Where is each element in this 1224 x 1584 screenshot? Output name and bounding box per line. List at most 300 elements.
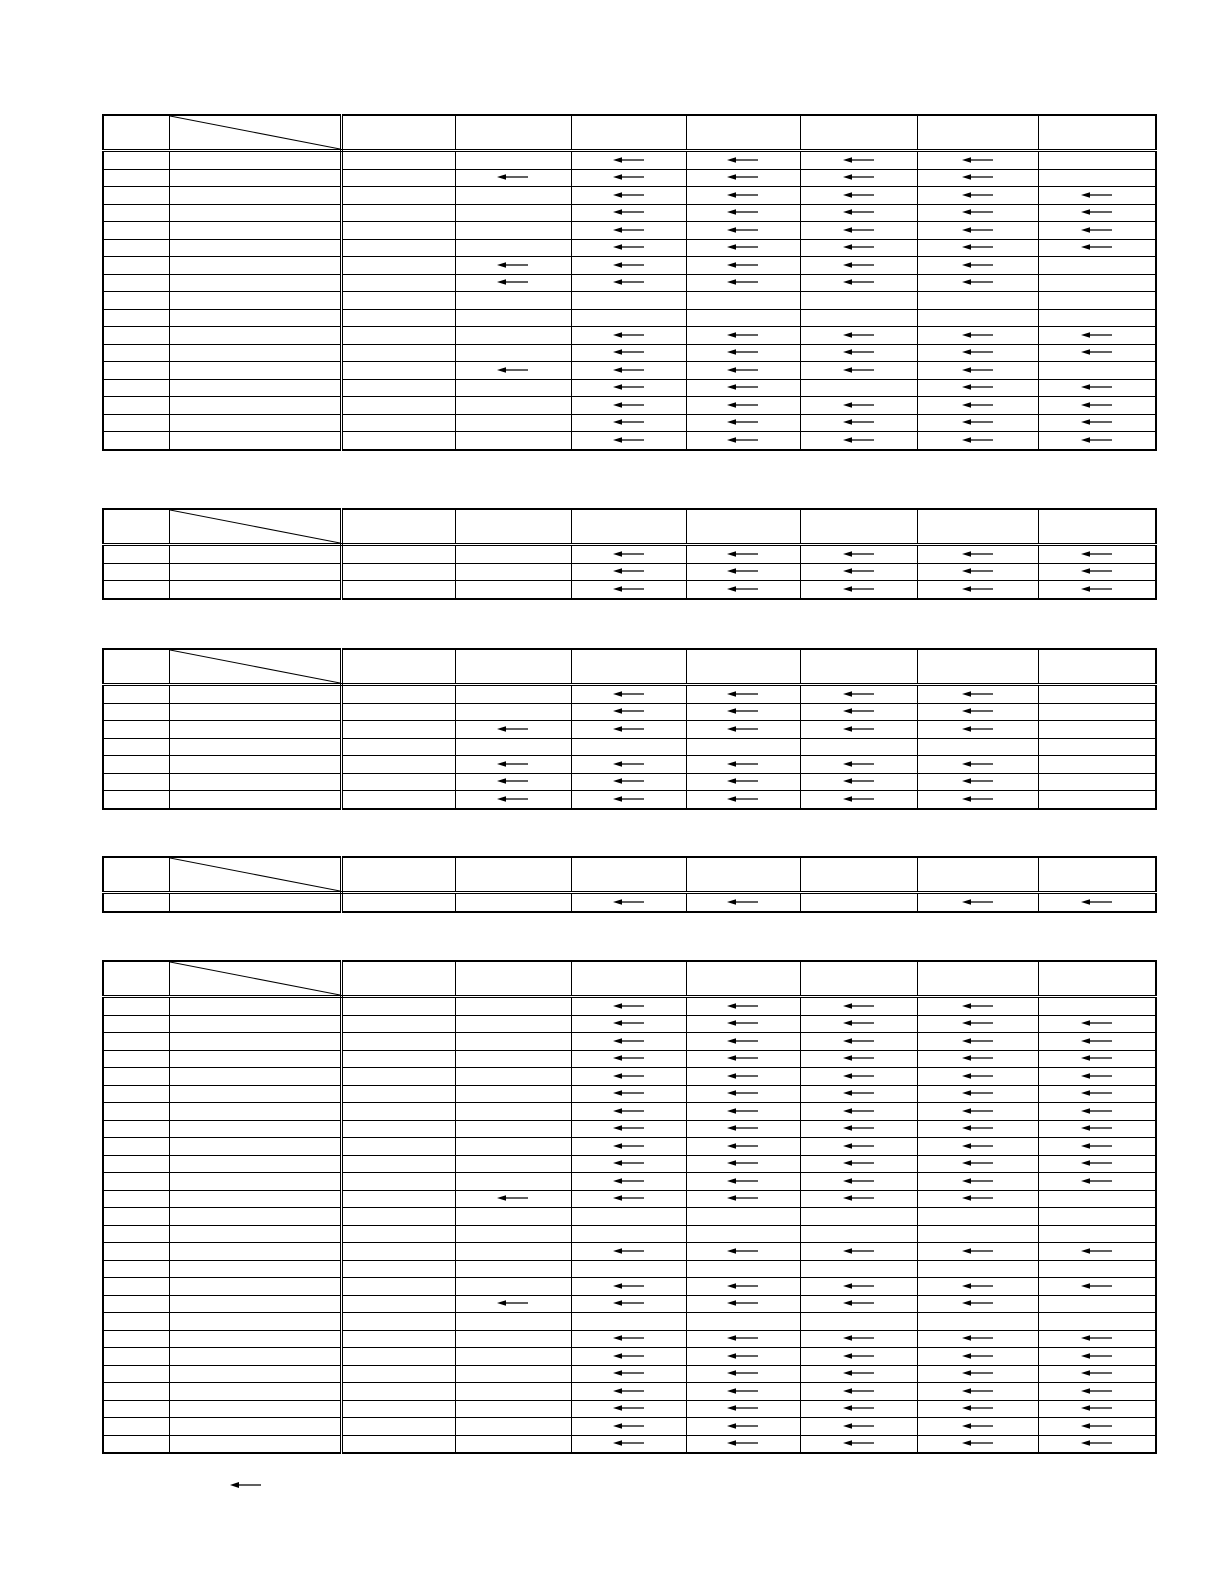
cell (1038, 309, 1156, 327)
table-row (103, 1225, 1156, 1243)
left-arrow-icon (613, 173, 645, 181)
cell-arrow (686, 703, 800, 721)
cell-arrow (917, 1383, 1038, 1401)
table-row (103, 239, 1156, 257)
left-arrow-icon (843, 690, 875, 698)
header-cell (571, 961, 686, 997)
cell (169, 1418, 341, 1436)
cell-arrow (686, 274, 800, 292)
cell-arrow (917, 997, 1038, 1016)
table-row (103, 169, 1156, 187)
cell (571, 1208, 686, 1226)
cell (455, 997, 571, 1016)
left-arrow-icon (1081, 331, 1113, 339)
left-arrow-icon (962, 1037, 994, 1045)
cell-arrow (800, 187, 917, 205)
left-arrow-icon (497, 795, 529, 803)
cell (169, 414, 341, 432)
cell (341, 1365, 455, 1383)
left-arrow-icon (843, 156, 875, 164)
table-row (103, 204, 1156, 222)
cell (169, 1173, 341, 1191)
cell (103, 169, 169, 187)
left-arrow-icon (727, 760, 759, 768)
left-arrow-icon (962, 1124, 994, 1132)
cell (455, 738, 571, 756)
cell (341, 1225, 455, 1243)
left-arrow-icon (613, 1177, 645, 1185)
left-arrow-icon (613, 550, 645, 558)
cell-arrow (800, 1365, 917, 1383)
cell (103, 581, 169, 599)
cell (103, 414, 169, 432)
left-arrow-icon (727, 1177, 759, 1185)
cell-arrow (800, 204, 917, 222)
cell-arrow (800, 1103, 917, 1121)
cell-arrow (1038, 1155, 1156, 1173)
cell-arrow (571, 721, 686, 739)
cell (1038, 773, 1156, 791)
left-arrow-icon (497, 366, 529, 374)
cell (341, 1173, 455, 1191)
cell (169, 274, 341, 292)
left-arrow-icon (613, 707, 645, 715)
cell (341, 1295, 455, 1313)
cell (103, 204, 169, 222)
cell (103, 1068, 169, 1086)
cell-arrow (686, 1418, 800, 1436)
cell (169, 1365, 341, 1383)
cell (341, 239, 455, 257)
cell (455, 685, 571, 704)
header-cell (1038, 509, 1156, 545)
cell (686, 292, 800, 310)
left-arrow-icon (843, 725, 875, 733)
left-arrow-icon (613, 1089, 645, 1097)
left-arrow-icon (962, 348, 994, 356)
cell (341, 222, 455, 240)
cell-arrow (571, 1068, 686, 1086)
cell (341, 773, 455, 791)
left-arrow-icon (613, 1124, 645, 1132)
left-arrow-icon (843, 1107, 875, 1115)
cell (169, 1138, 341, 1156)
cell (103, 1015, 169, 1033)
cell-arrow (571, 187, 686, 205)
cell-arrow (800, 1435, 917, 1453)
cell (341, 151, 455, 170)
cell-arrow (686, 563, 800, 581)
cell (341, 292, 455, 310)
left-arrow-icon (613, 760, 645, 768)
cell-arrow (571, 1050, 686, 1068)
cell (455, 1155, 571, 1173)
left-arrow-icon (1081, 1054, 1113, 1062)
cell (103, 1243, 169, 1261)
cell (169, 721, 341, 739)
left-arrow-icon (962, 418, 994, 426)
header-cell (917, 115, 1038, 151)
header-cell (686, 509, 800, 545)
cell-arrow (1038, 1365, 1156, 1383)
cell (455, 1225, 571, 1243)
cell-arrow (1038, 581, 1156, 599)
cell (341, 1313, 455, 1331)
cell-arrow (1038, 1033, 1156, 1051)
left-arrow-icon (727, 1089, 759, 1097)
cell-arrow (686, 1033, 800, 1051)
left-arrow-icon (727, 1404, 759, 1412)
left-arrow-icon (962, 777, 994, 785)
cell (169, 1313, 341, 1331)
cell (169, 397, 341, 415)
left-arrow-icon (613, 191, 645, 199)
left-arrow-icon (843, 795, 875, 803)
legend-arrow-icon (230, 1477, 262, 1487)
cell-arrow (1038, 397, 1156, 415)
cell-arrow (686, 362, 800, 380)
cell-arrow (800, 274, 917, 292)
cell (169, 893, 341, 912)
cell-arrow (571, 563, 686, 581)
left-arrow-icon (613, 331, 645, 339)
left-arrow-icon (843, 1352, 875, 1360)
cell-arrow (571, 1138, 686, 1156)
cell (103, 1173, 169, 1191)
cell (103, 222, 169, 240)
left-arrow-icon (962, 1054, 994, 1062)
left-arrow-icon (1081, 1072, 1113, 1080)
left-arrow-icon (613, 1142, 645, 1150)
cell-arrow (800, 1033, 917, 1051)
cell-arrow (800, 721, 917, 739)
cell-arrow (571, 1190, 686, 1208)
header-cell (800, 649, 917, 685)
cell (341, 1435, 455, 1453)
cell (341, 1243, 455, 1261)
cell-arrow (571, 773, 686, 791)
left-arrow-icon (613, 1019, 645, 1027)
left-arrow-icon (613, 1159, 645, 1167)
cell-arrow (571, 239, 686, 257)
left-arrow-icon (727, 436, 759, 444)
diagonal-corner-cell (169, 961, 341, 997)
left-arrow-icon (843, 1002, 875, 1010)
cell (455, 703, 571, 721)
cell (800, 292, 917, 310)
cell (455, 204, 571, 222)
cell (103, 893, 169, 912)
cell-arrow (1038, 1418, 1156, 1436)
left-arrow-icon (727, 1299, 759, 1307)
left-arrow-icon (727, 725, 759, 733)
cell (103, 239, 169, 257)
header-cell (103, 961, 169, 997)
cell (341, 1103, 455, 1121)
cell-arrow (455, 791, 571, 809)
cell (1038, 169, 1156, 187)
left-arrow-icon (727, 401, 759, 409)
cell-arrow (917, 1365, 1038, 1383)
cell (103, 756, 169, 774)
cell-arrow (686, 344, 800, 362)
left-arrow-icon (613, 383, 645, 391)
cell (169, 1330, 341, 1348)
cell-arrow (1038, 222, 1156, 240)
cell-arrow (800, 545, 917, 564)
cell-arrow (800, 151, 917, 170)
left-arrow-icon (727, 567, 759, 575)
cell (686, 738, 800, 756)
left-arrow-icon (843, 1177, 875, 1185)
cell (341, 204, 455, 222)
cell-arrow (1038, 1120, 1156, 1138)
table-row (103, 1383, 1156, 1401)
cell (455, 432, 571, 450)
left-arrow-icon (613, 348, 645, 356)
cell-arrow (917, 257, 1038, 275)
left-arrow-icon (613, 1247, 645, 1255)
left-arrow-icon (962, 1299, 994, 1307)
cell-arrow (800, 432, 917, 450)
cell-arrow (571, 1295, 686, 1313)
left-arrow-icon (727, 1019, 759, 1027)
left-arrow-icon (962, 208, 994, 216)
cell (455, 1208, 571, 1226)
cell (571, 1260, 686, 1278)
cell (1038, 292, 1156, 310)
cell (800, 379, 917, 397)
cell (1038, 1190, 1156, 1208)
cell (800, 893, 917, 912)
cell-arrow (686, 1348, 800, 1366)
left-arrow-icon (962, 278, 994, 286)
left-arrow-icon (962, 1369, 994, 1377)
cell (169, 563, 341, 581)
cell (455, 1068, 571, 1086)
cell (341, 1260, 455, 1278)
left-arrow-icon (962, 1089, 994, 1097)
left-arrow-icon (1081, 1159, 1113, 1167)
cell-arrow (571, 151, 686, 170)
cell-arrow (686, 721, 800, 739)
cell (917, 738, 1038, 756)
cell-arrow (455, 169, 571, 187)
left-arrow-icon (1081, 383, 1113, 391)
left-arrow-icon (962, 1177, 994, 1185)
cell (103, 1225, 169, 1243)
table-row (103, 1330, 1156, 1348)
left-arrow-icon (1081, 1352, 1113, 1360)
left-arrow-icon (613, 1194, 645, 1202)
table-row (103, 1103, 1156, 1121)
cell-arrow (686, 1120, 800, 1138)
left-arrow-icon (613, 1054, 645, 1062)
cell (341, 721, 455, 739)
left-arrow-icon (843, 191, 875, 199)
cell (341, 379, 455, 397)
table-row (103, 309, 1156, 327)
cell (103, 1085, 169, 1103)
left-arrow-icon (727, 585, 759, 593)
cell (341, 1138, 455, 1156)
header-cell (455, 961, 571, 997)
cell (103, 257, 169, 275)
cell-arrow (1038, 239, 1156, 257)
cell (169, 1015, 341, 1033)
cell (455, 563, 571, 581)
left-arrow-icon (843, 1247, 875, 1255)
table-row (103, 685, 1156, 704)
cell-arrow (686, 239, 800, 257)
cell-arrow (917, 1173, 1038, 1191)
cell (800, 1225, 917, 1243)
cell (103, 1418, 169, 1436)
cell-arrow (1038, 187, 1156, 205)
cell (455, 327, 571, 345)
cell-arrow (1038, 1103, 1156, 1121)
cell (103, 1365, 169, 1383)
left-arrow-icon (1081, 585, 1113, 593)
cell (103, 397, 169, 415)
cell-arrow (1038, 432, 1156, 450)
left-arrow-icon (843, 1054, 875, 1062)
table-row (103, 1348, 1156, 1366)
table-row (103, 1400, 1156, 1418)
cell-arrow (571, 1085, 686, 1103)
cell-arrow (1038, 545, 1156, 564)
header-cell (455, 649, 571, 685)
cell-arrow (686, 327, 800, 345)
left-arrow-icon (843, 366, 875, 374)
cell (455, 1050, 571, 1068)
cell (800, 1313, 917, 1331)
cell-arrow (917, 414, 1038, 432)
left-arrow-icon (1081, 401, 1113, 409)
table-row (103, 274, 1156, 292)
left-arrow-icon (727, 1369, 759, 1377)
cell-arrow (571, 362, 686, 380)
left-arrow-icon (613, 1439, 645, 1447)
left-arrow-icon (727, 1387, 759, 1395)
left-arrow-icon (843, 707, 875, 715)
left-arrow-icon (727, 1422, 759, 1430)
header-cell (917, 961, 1038, 997)
cell (169, 187, 341, 205)
cell-arrow (800, 581, 917, 599)
cell-arrow (571, 545, 686, 564)
cell-arrow (917, 327, 1038, 345)
left-arrow-icon (1081, 1142, 1113, 1150)
left-arrow-icon (962, 401, 994, 409)
cell (571, 1313, 686, 1331)
table-row (103, 1155, 1156, 1173)
header-cell (686, 961, 800, 997)
cell (103, 309, 169, 327)
cell-arrow (686, 1015, 800, 1033)
cell (917, 1208, 1038, 1226)
left-arrow-icon (962, 1334, 994, 1342)
left-arrow-icon (1081, 1107, 1113, 1115)
cell-arrow (686, 1278, 800, 1296)
header-cell (341, 649, 455, 685)
cell (103, 997, 169, 1016)
diagonal-corner-cell (169, 509, 341, 545)
cell (169, 738, 341, 756)
left-arrow-icon (727, 1107, 759, 1115)
cell-arrow (800, 169, 917, 187)
left-arrow-icon (962, 707, 994, 715)
cell (1038, 274, 1156, 292)
left-arrow-icon (962, 585, 994, 593)
header-cell (800, 115, 917, 151)
left-arrow-icon (613, 898, 645, 906)
cell-arrow (686, 1138, 800, 1156)
cell-arrow (571, 1435, 686, 1453)
left-arrow-icon (962, 1194, 994, 1202)
cell-arrow (917, 1418, 1038, 1436)
cell (341, 1033, 455, 1051)
cell-arrow (455, 362, 571, 380)
cell (341, 1208, 455, 1226)
cell-arrow (917, 1278, 1038, 1296)
header-row (103, 115, 1156, 151)
left-arrow-icon (962, 1159, 994, 1167)
cell (1038, 151, 1156, 170)
left-arrow-icon (1081, 1334, 1113, 1342)
cell-arrow (571, 327, 686, 345)
cell (169, 1435, 341, 1453)
left-arrow-icon (843, 1334, 875, 1342)
cell (455, 1348, 571, 1366)
left-arrow-icon (613, 1352, 645, 1360)
cell-arrow (1038, 379, 1156, 397)
cell (455, 545, 571, 564)
cell-arrow (1038, 414, 1156, 432)
cell (103, 344, 169, 362)
cell-arrow (917, 274, 1038, 292)
cell-arrow (686, 685, 800, 704)
table-row (103, 344, 1156, 362)
table-row (103, 563, 1156, 581)
cell (341, 1155, 455, 1173)
cell-arrow (917, 1243, 1038, 1261)
cell (169, 292, 341, 310)
left-arrow-icon (727, 707, 759, 715)
cell (169, 1348, 341, 1366)
cell-arrow (800, 1050, 917, 1068)
table-row (103, 432, 1156, 450)
left-arrow-icon (613, 1282, 645, 1290)
cell (455, 309, 571, 327)
cell (455, 397, 571, 415)
cell-arrow (1038, 1435, 1156, 1453)
table-row (103, 581, 1156, 599)
left-arrow-icon (613, 261, 645, 269)
table-row (103, 1085, 1156, 1103)
cell (1038, 1208, 1156, 1226)
left-arrow-icon (727, 898, 759, 906)
cell (686, 1313, 800, 1331)
cell (455, 151, 571, 170)
cell (103, 563, 169, 581)
left-arrow-icon (843, 1194, 875, 1202)
cell (455, 1365, 571, 1383)
cell (800, 309, 917, 327)
table-row (103, 1260, 1156, 1278)
cell-arrow (917, 1400, 1038, 1418)
cell (103, 327, 169, 345)
